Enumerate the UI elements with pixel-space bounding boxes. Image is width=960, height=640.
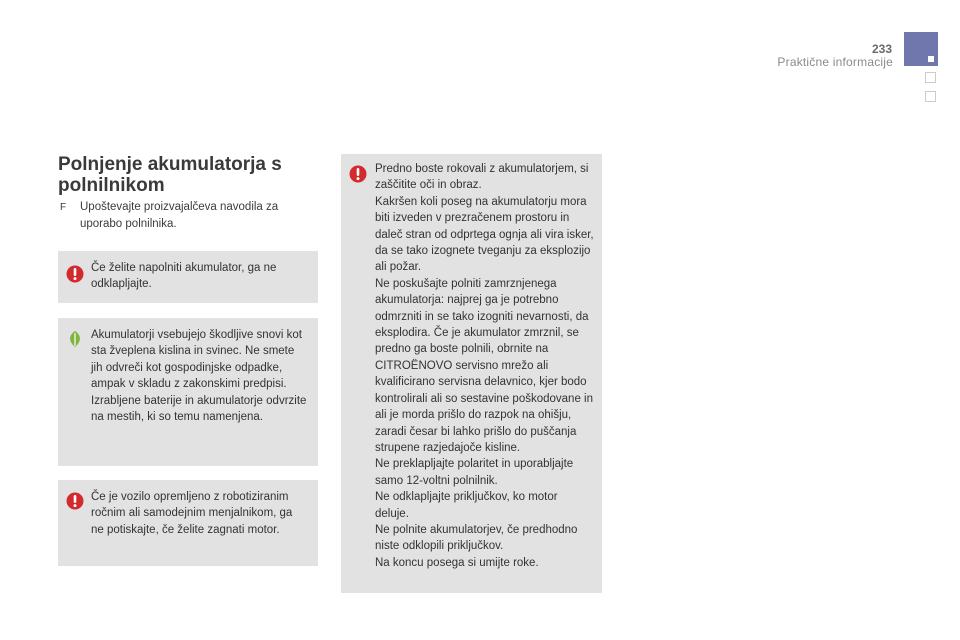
note-text: Če želite napolniti akumulator, ga ne odklapljajte. <box>91 262 277 291</box>
note-text: Izrabljene baterije in akumulatorje odvrzite na mestih, ki so temu namenjena. <box>91 394 307 424</box>
warning-note <box>58 251 318 303</box>
note-text: Akumulatorji vsebujejo škodljive snovi kot sta žveplena kislina in svinec. Ne smete jih odvreči kot gospodinjske odpadke, ampak v skladu z zakonskimi predpisi. <box>91 329 302 391</box>
instruction-bullet <box>58 199 318 233</box>
note-text: Če je vozilo opremljeno z robotiziranim ročnim ali samodejnim menjalnikom, ga ne potiskajte, če želite zagnati motor. <box>91 491 293 536</box>
bullet-text: Upoštevajte proizvajalčeva navodila za uporabo polnilnika. <box>80 201 279 230</box>
warning-icon <box>66 265 84 283</box>
tab-dot <box>928 56 934 62</box>
warning-icon <box>66 492 84 510</box>
page-heading: Polnjenje akumulatorja s polnilnikom <box>58 154 282 196</box>
note-text: Ne polnite akumulatorjev, če predhodno niste odklopili priključkov. <box>375 523 578 553</box>
environment-note <box>58 318 318 466</box>
warning-note <box>58 480 318 566</box>
note-text: Kakršen koli poseg na akumulatorju mora biti izveden v prezračenem prostoru in daleč stran od odprtega ognja ali vira isker, da se tako izognete tveganju za eksplozijo ali požar. <box>375 195 594 274</box>
warning-note <box>341 154 602 593</box>
chapter-tab-box <box>925 72 936 83</box>
note-text: Predno boste rokovali z akumulatorjem, si zaščitite oči in obraz. <box>375 163 589 192</box>
note-text: Ne poskušajte polniti zamrznjenega akumulatorja: najprej ga je potrebno odmrzniti in se tako izogniti nevarnosti, da eksplodira. Če je akumulator zmrznil, se predno ga boste polnili, obrnite na CITROËNOVO servisno mrežo ali kvalificirano servisna delavnico, kjer bodo kontrolirali ali so sestavine poškodovane in ali je morda prišlo do razpok na ohišju, zaradi česar bi lahko prišlo do puščanja strupene razjedajoče kisline. <box>375 277 593 454</box>
warning-icon <box>349 165 367 183</box>
note-text: Na koncu posega si umijte roke. <box>375 556 539 569</box>
section-title: Praktične informacije <box>777 55 893 69</box>
page-number: 233 <box>871 42 892 56</box>
chapter-tab-box <box>925 91 936 102</box>
eco-leaf-icon <box>66 330 84 348</box>
chapter-tab-marker <box>904 32 938 66</box>
note-text: Ne preklapljajte polaritet in uporabljajte samo 12-voltni polnilnik. <box>375 458 574 487</box>
note-text: Ne odklapljajte priključkov, ko motor deluje. <box>375 491 558 520</box>
bullet-marker: F <box>60 202 67 213</box>
